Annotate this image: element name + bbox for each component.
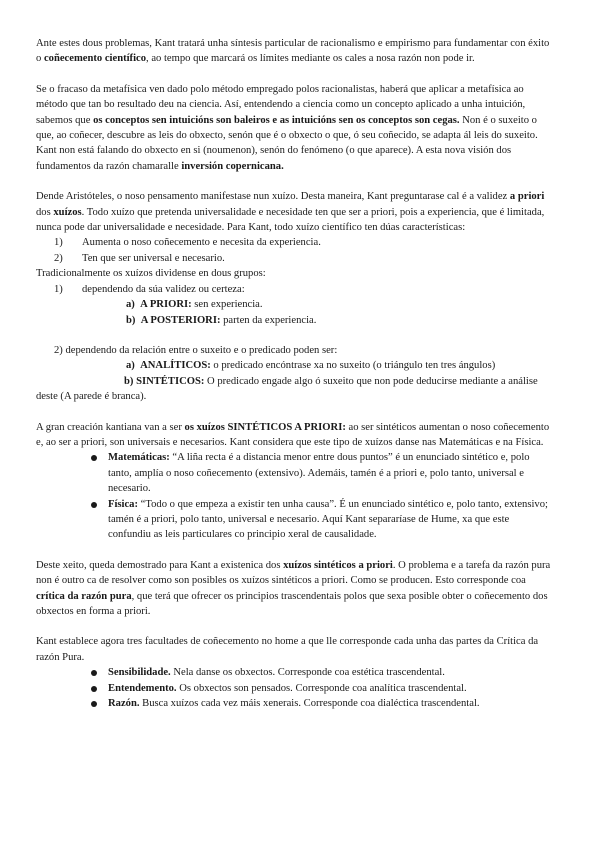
group2-b-continued: deste (A parede é branca).: [36, 391, 147, 403]
characteristics-list: [36, 235, 552, 266]
bold-span: Razón.: [108, 698, 140, 710]
bold-span: ANALÍTICOS:: [140, 360, 211, 372]
bold-span: inversión copernicana.: [181, 160, 284, 172]
bullet-icon: [91, 670, 97, 676]
list-item: [36, 450, 552, 496]
text-span: . Todo xuízo que pretenda universalidade e necesidade ten que ser a priori, pois a experiencia, que é limitada, nunca pode dar universalidade e necesidade. Para Kant, todo xuízo científico ten dúas características:: [36, 206, 545, 234]
list-item-text: dependendo da súa validez ou certeza:: [82, 283, 245, 295]
paragraph-faculties: Kant establece agora tres facultades de coñecemento no home a que lle corresponde cada unha das partes da Crítica da razón Pura.: [36, 636, 539, 663]
bold-span: os conceptos sen intuicións son baleiros e as intuicións sen os conceptos son cegas.: [93, 114, 460, 126]
text-span: dos: [36, 206, 54, 218]
list-number: 1): [54, 283, 63, 295]
bold-span: A POSTERIORI:: [140, 314, 221, 326]
bold-span: b): [126, 314, 136, 326]
list-item-text: Aumenta o noso coñecemento e necesita da experiencia.: [82, 237, 321, 249]
bullet-icon: [91, 502, 97, 508]
list-item: [36, 282, 552, 297]
group1-list: [36, 282, 552, 297]
group2-a: [36, 358, 552, 373]
text-span: o predicado encóntrase xa no suxeito (o triángulo ten tres ángulos): [210, 360, 496, 372]
text-span: Os obxectos son pensados. Corresponde coa analítica trascendental.: [176, 682, 467, 694]
group2-b: [36, 374, 552, 389]
bullet-icon: [91, 686, 97, 692]
text-span: , ao tempo que marcará os límites mediante os cales a nosa razón non pode ir.: [146, 53, 475, 65]
group2-heading: 2) dependendo da relación entre o suxeito e o predicado poden ser:: [54, 344, 338, 356]
text-span: “Todo o que empeza a existir ten unha causa”. É un enunciado sintético e, polo tanto, extensivo; tamén é a priori, polo tanto, universal e necesario. Aquí Kant separaríase de Hume, xa que este confundiu as leis particulares co principio xeral de causalidade.: [108, 498, 548, 541]
text-span: ao ser sintéticos aumentan o noso coñecemento e, ao ser a priori, son universais e necesarios. Kant considera que este tipo de xuízos danse nas Matemáticas e na Física.: [36, 421, 550, 448]
list-item: [36, 665, 552, 680]
groups-intro: Tradicionalmente os xuízos dividense en dous grupos:: [36, 268, 266, 280]
bold-span: Matemáticas:: [108, 452, 170, 464]
sciences-list: [36, 450, 552, 542]
text-span: A gran creación kantiana van a ser: [36, 421, 185, 433]
bold-span: a): [126, 299, 135, 311]
bullet-icon: [91, 701, 97, 707]
text-span: Deste xeito, queda demostrado para Kant a existenica dos: [36, 559, 284, 571]
group1-a: [36, 297, 552, 312]
text-span: Non é o suxeito o que, ao coñecer, descubre as leis do obxecto, senón que é o obxecto o que, ó seu coñecido, se adapta ál leis do suxeito. Kant non está falando do obxecto en si (noumenon), senón do fenómeno (o que aparece). A esta nova visión dos fundamentos da razón chamaralle: [36, 114, 538, 172]
bold-span: Física:: [108, 498, 139, 510]
list-item-text: Ten que ser universal e necesario.: [82, 252, 225, 264]
text-span: sen experiencia.: [191, 299, 263, 311]
list-number: 1): [54, 237, 63, 249]
text-span: “A liña recta é a distancia menor entre dous puntos” é un enunciado sintético e, polo tanto, amplía o noso coñecemento (extensivo). Ademáis, tamén é a priori e, polo tanto, universal e necesario.: [108, 452, 530, 495]
text-span: Se o fracaso da metafísica ven dado polo método empregado polos racionalistas, haberá que aplicar a metafísica ao método que tan bo resultado deu na ciencia. Así, entendendo a ciencia como un concepto aplicado a unha intuición, sabemos que: [36, 83, 526, 126]
list-item: [36, 681, 552, 696]
list-item: [36, 696, 552, 711]
text-span: Nela danse os obxectos. Corresponde coa estética trascendental.: [170, 667, 445, 679]
text-span: Busca xuízos cada vez máis xenerais. Corresponde coa dialéctica trascendental.: [139, 698, 480, 710]
bold-span: b): [124, 375, 134, 387]
paragraph-metaphysics: [36, 82, 552, 174]
paragraph-intro: [36, 36, 552, 67]
bold-span: os xuízos SINTÉTICOS A PRIORI:: [184, 421, 346, 433]
bold-span: a priori: [509, 191, 545, 203]
paragraph-judgments: [36, 189, 552, 235]
text-span: parten da experiencia.: [220, 314, 317, 326]
text-span: . O problema e a tarefa da razón pura non é outro ca de resolver como son posibles os xuízos sintéticos a priori. Como se producen. Esto corresponde coa: [36, 559, 551, 587]
bold-span: xuízos sintéticos a priori: [283, 559, 393, 571]
bold-span: SINTÉTICOS:: [136, 375, 205, 387]
bold-span: Entendemento.: [108, 682, 177, 694]
text-span: Dende Aristóteles, o noso pensamento manifestase nun xuízo. Desta maneira, Kant preguntarase cal é a validez: [36, 191, 510, 203]
text-span: O predicado engade algo ó suxeito que non pode deducirse mediante a análise: [204, 375, 538, 387]
list-item: [36, 235, 552, 250]
bold-span: Sensibilidade.: [108, 667, 171, 679]
paragraph-pure-reason: [36, 558, 552, 620]
bold-span: a): [126, 360, 135, 372]
text-span: Ante estes dous problemas, Kant tratará unha síntesis particular de racionalismo e empirismo para fundamentar con éxito o: [36, 38, 550, 65]
bold-span: A PRIORI:: [140, 299, 192, 311]
list-item: [36, 251, 552, 266]
group1-b: [36, 313, 552, 328]
list-number: 2): [54, 252, 63, 264]
text-span: , que terá que ofrecer os principios trascendentais polos que sexa posible obter o coñecemento dos obxectos en forma a priori.: [36, 590, 548, 617]
paragraph-synthetic-a-priori: [36, 420, 552, 451]
list-item: [36, 497, 552, 543]
bold-span: coñecemento científico: [43, 53, 147, 65]
faculties-list: [36, 665, 552, 711]
bold-span: xuízos: [53, 206, 82, 218]
bullet-icon: [91, 455, 97, 461]
bold-span: crítica da razón pura: [36, 590, 132, 602]
